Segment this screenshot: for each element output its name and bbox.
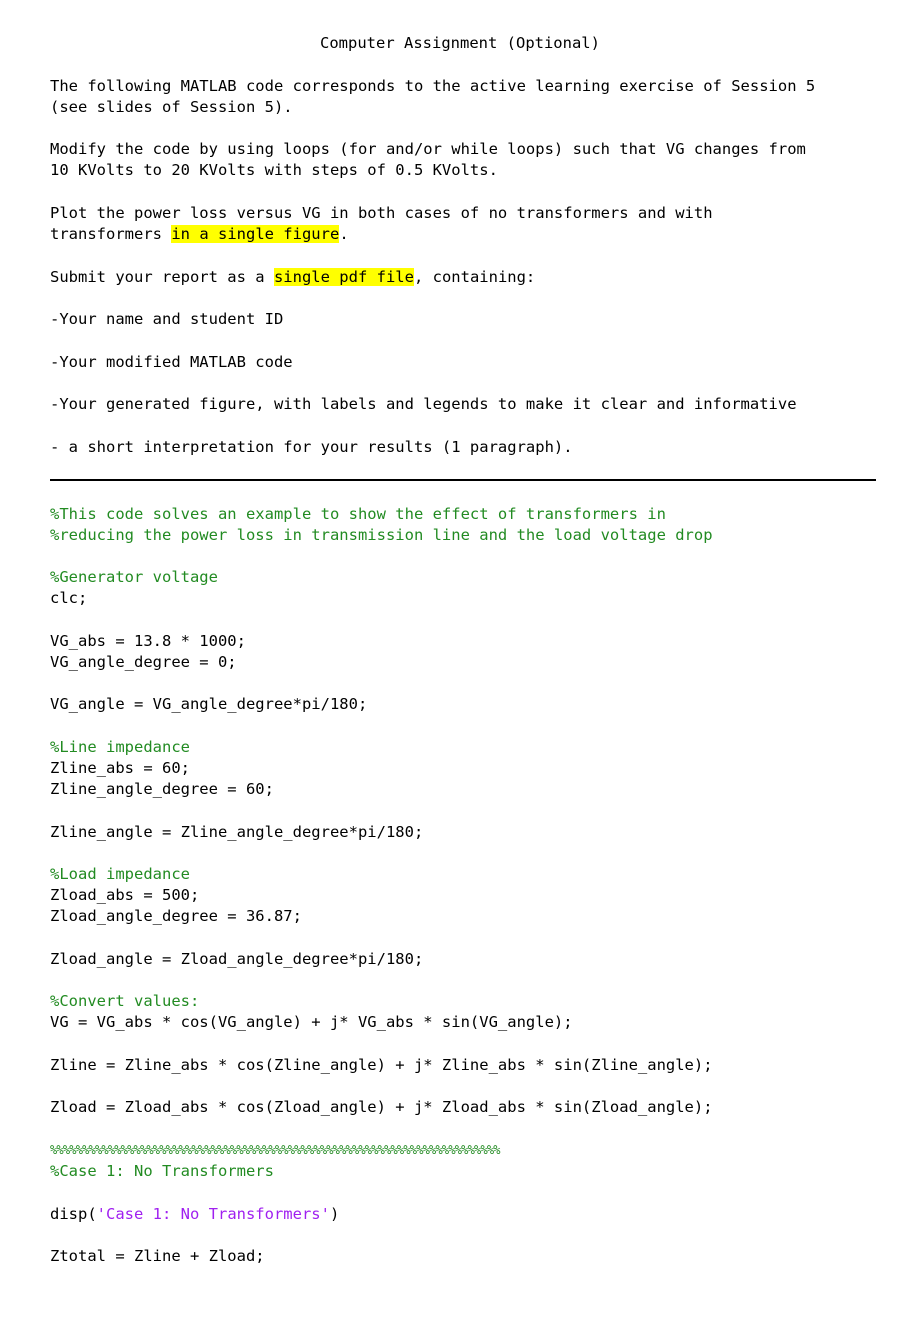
instruction-p1-line2: (see slides of Session 5). xyxy=(50,98,293,116)
instruction-p3-period: . xyxy=(339,225,349,243)
page-title: Computer Assignment (Optional) xyxy=(320,34,600,52)
instruction-p2-line2: 10 KVolts to 20 KVolts with steps of 0.5 KVolts. xyxy=(50,161,498,179)
code-line: Zline_angle = Zline_angle_degree*pi/180; xyxy=(50,823,424,841)
code-comment: %reducing the power loss in transmission line and the load voltage drop xyxy=(50,526,713,544)
code-comment: %Case 1: No Transformers xyxy=(50,1162,274,1180)
code-line: Zload_angle = Zload_angle_degree*pi/180; xyxy=(50,950,424,968)
highlight-single-figure: in a single figure xyxy=(171,225,340,243)
list-item-figure: -Your generated figure, with labels and legends to make it clear and informative xyxy=(50,395,797,413)
highlight-single-pdf: single pdf file xyxy=(273,268,414,286)
instruction-p4-tail: , containing: xyxy=(413,268,536,286)
code-line: Zload = Zload_abs * cos(Zload_angle) + j* Zload_abs * sin(Zload_angle); xyxy=(50,1098,713,1116)
instruction-p4-text: Submit your report as a xyxy=(50,268,274,286)
code-line: Ztotal = Zline + Zload; xyxy=(50,1247,265,1265)
instruction-p3-line1: Plot the power loss versus VG in both cases of no transformers and with xyxy=(50,204,713,222)
code-line: Zload_abs = 500; xyxy=(50,886,200,904)
instruction-p2-line1: Modify the code by using loops (for and/or while loops) such that VG changes from xyxy=(50,140,806,158)
instruction-p1-line1: The following MATLAB code corresponds to the active learning exercise of Session 5 xyxy=(50,77,816,95)
code-comment: %Generator voltage xyxy=(50,568,218,586)
code-line: Zline_angle_degree = 60; xyxy=(50,780,274,798)
code-comment: %Load impedance xyxy=(50,865,190,883)
code-line-disp xyxy=(50,1204,339,1225)
code-line: VG_angle_degree = 0; xyxy=(50,653,237,671)
code-line: VG = VG_abs * cos(VG_angle) + j* VG_abs * sin(VG_angle); xyxy=(50,1013,573,1031)
code-disp-call: disp( xyxy=(50,1205,97,1223)
code-comment: %This code solves an example to show the effect of transformers in xyxy=(50,505,666,523)
code-line: VG_angle = VG_angle_degree*pi/180; xyxy=(50,695,368,713)
code-string: 'Case 1: No Transformers' xyxy=(96,1205,330,1223)
list-item-name-id: -Your name and student ID xyxy=(50,310,284,328)
list-item-code: -Your modified MATLAB code xyxy=(50,353,293,371)
section-divider xyxy=(50,479,876,481)
code-comment: %Line impedance xyxy=(50,738,190,756)
code-line: Zline_abs = 60; xyxy=(50,759,190,777)
code-line: Zload_angle_degree = 36.87; xyxy=(50,907,302,925)
code-line: clc; xyxy=(50,589,88,607)
code-comment: %Convert values: xyxy=(50,992,200,1010)
code-disp-close: ) xyxy=(329,1205,340,1223)
instruction-p3-line2 xyxy=(50,224,349,245)
instruction-p3-text: transformers xyxy=(50,225,172,243)
code-comment-separator: %%%%%%%%%%%%%%%%%%%%%%%%%%%%%%%%%%%%%%%%%%%%%%%%%%%%%%%%%%%%%%%%%%%%%% xyxy=(50,1143,500,1157)
code-line: VG_abs = 13.8 * 1000; xyxy=(50,632,246,650)
code-line: Zline = Zline_abs * cos(Zline_angle) + j* Zline_abs * sin(Zline_angle); xyxy=(50,1056,713,1074)
instruction-p4 xyxy=(50,267,535,288)
list-item-interpretation: - a short interpretation for your results (1 paragraph). xyxy=(50,438,573,456)
